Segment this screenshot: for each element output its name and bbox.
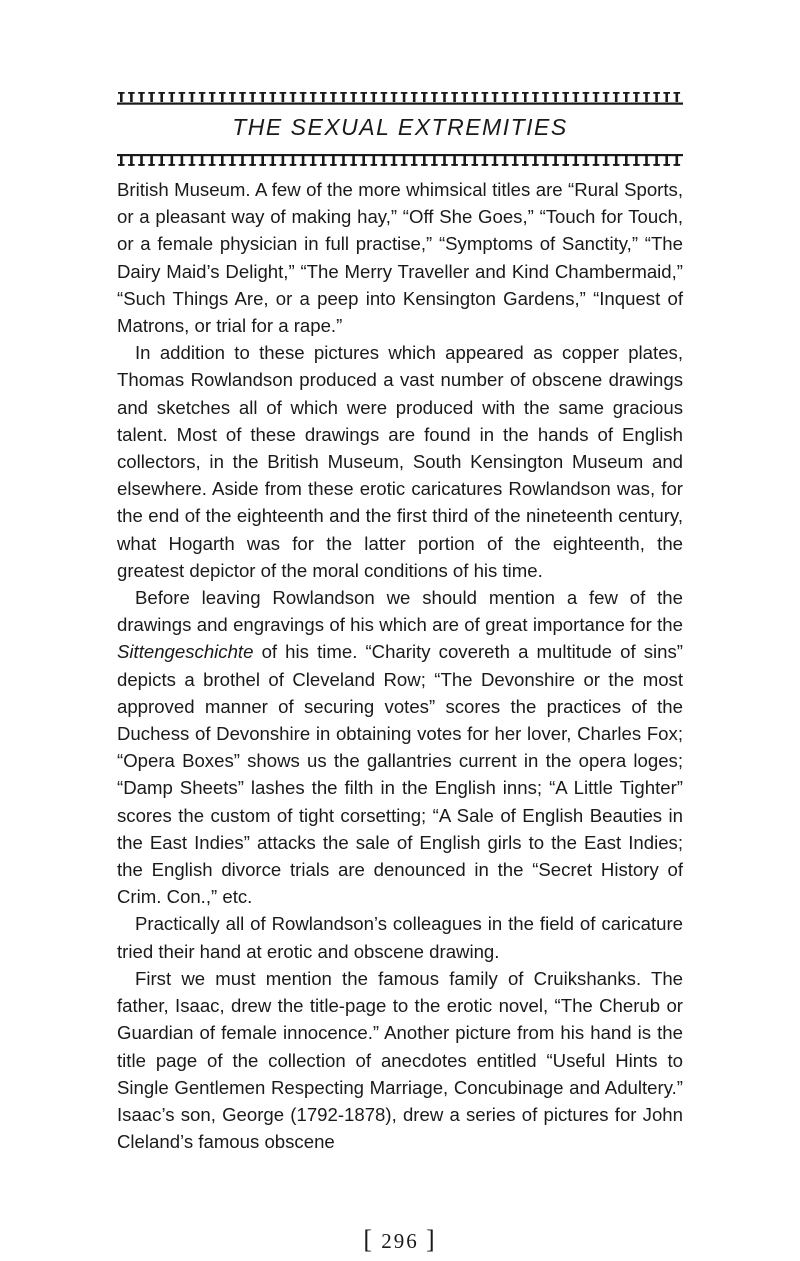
- text-run: In addition to these pictures which appeared as copper plates, Thomas Rowlandson produced a vast number of obscene drawings and sketches all of which were produced with the same gracious talent. Most of these drawings are found in the hands of English collectors, in the British Museum, South Kensington Museum and elsewhere. Aside from these erotic caricatures Rowlandson was, for the end of the eighteenth and the first third of the nineteenth century, what Hogarth was for the latter portion of the eighteenth, the greatest depictor of the moral conditions of his time.: [117, 342, 683, 581]
- paragraph: [117, 584, 683, 910]
- folio-bracket-right: ]: [426, 1225, 437, 1254]
- paragraph: [117, 339, 683, 584]
- folio-number: 296: [381, 1229, 419, 1253]
- border-ornament-top: [117, 91, 683, 105]
- text-run: Practically all of Rowlandson’s colleagues in the field of caricature tried their hand at erotic and obscene drawing.: [117, 913, 683, 962]
- paragraph: [117, 176, 683, 339]
- decorative-border-top: [117, 91, 683, 105]
- italic-term: Sittengeschichte: [117, 641, 254, 663]
- paragraph: [117, 910, 683, 964]
- border-ornament-bottom: [117, 154, 683, 168]
- text-run: British Museum. A few of the more whimsical titles are “Rural Sports, or a pleasant way of making hay,” “Off She Goes,” “Touch for Touch, or a female physician in full practise,” “Symptoms of Sanctity,” “The Dairy Maid’s Delight,” “The Merry Traveller and Kind Chambermaid,” “Such Things Are, or a peep into Kensington Gardens,” “Inquest of Matrons, or trial for a rape.”: [117, 179, 683, 337]
- text-run: of his time. “Charity covereth a multitude of sins” depicts a brothel of Cleveland Row; “The Devonshire or the most approved manner of securing votes” scores the practices of the Duchess of Devonshire in obtaining votes for her lover, Charles Fox; “Opera Boxes” shows us the gallantries current in the opera loges; “Damp Sheets” lashes the filth in the English inns; “A Little Tighter” scores the custom of tight corsetting; “A Sale of English Beauties in the East Indies” attacks the sale of English girls to the East Indies; the English divorce trials are denounced in the “Secret History of Crim. Con.,” etc.: [117, 641, 683, 908]
- decorative-border-bottom: [117, 154, 683, 168]
- page-number: [0, 1225, 800, 1255]
- paragraph: [117, 965, 683, 1155]
- text-run: First we must mention the famous family of Cruikshanks. The father, Isaac, drew the title-page to the erotic novel, “The Cherub or Guardian of female innocence.” Another picture from his hand is the title page of the collection of anecdotes entitled “Useful Hints to Single Gentlemen Respecting Marriage, Concubinage and Adultery.” Isaac’s son, George (1792-1878), drew a series of pictures for John Cleland’s famous obscene: [117, 967, 683, 1153]
- running-head: THE SEXUAL EXTREMITIES: [232, 114, 568, 140]
- body-text: [117, 176, 683, 1155]
- text-run: Before leaving Rowlandson we should mention a few of the drawings and engravings of his which are of great importance for the: [117, 587, 683, 636]
- folio-bracket-left: [: [363, 1225, 374, 1254]
